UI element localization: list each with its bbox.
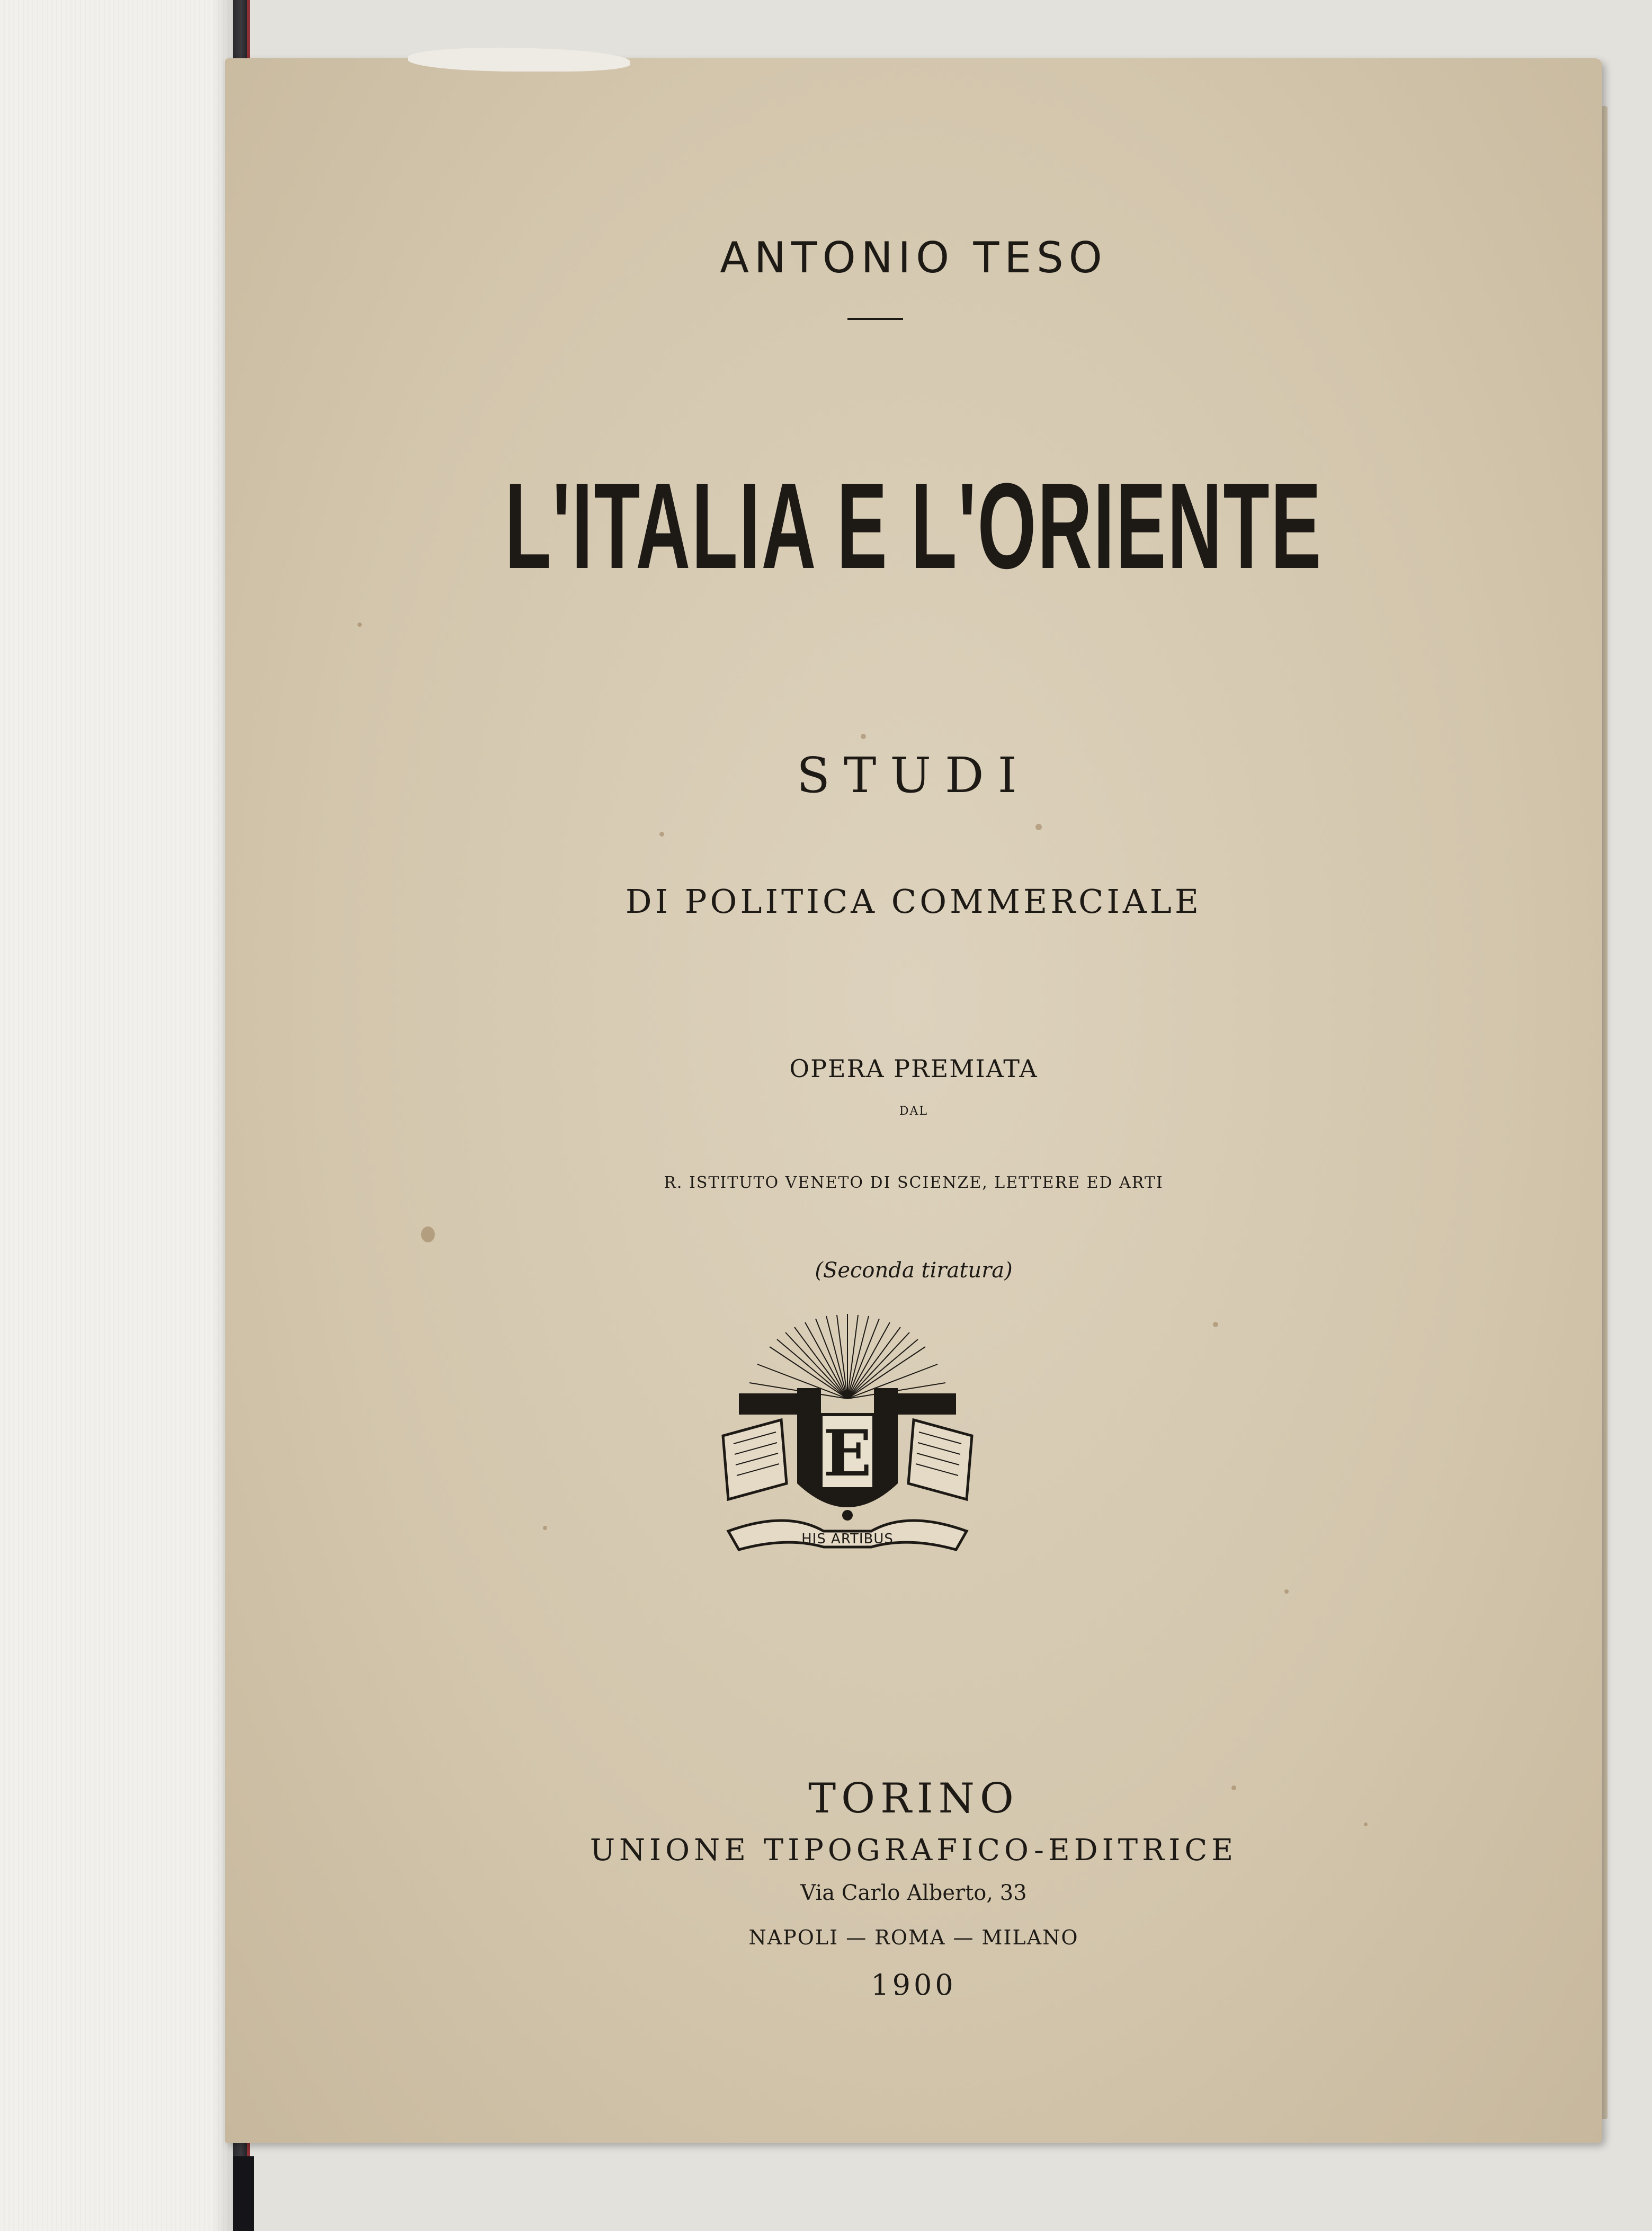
endpaper <box>0 0 233 2231</box>
tool-left <box>739 1393 797 1415</box>
publisher-name: UNIONE TIPOGRAFICO-EDITRICE <box>590 1833 1238 1868</box>
award-line: OPERA PREMIATA <box>789 1054 1038 1083</box>
author-name: ANTONIO TESO <box>720 233 1108 282</box>
institute-line: R. ISTITUTO VENETO DI SCIENZE, LETTERE ED ARTI <box>664 1174 1164 1192</box>
publication-year: 1900 <box>871 1968 957 2002</box>
foxing-spot <box>358 623 362 627</box>
book-title: L'ITALIA E L'ORIENTE <box>505 458 1323 594</box>
sunburst-rays <box>749 1314 945 1399</box>
branch-cities: NAPOLI — ROMA — MILANO <box>748 1926 1079 1949</box>
foxing-spot <box>1364 1823 1368 1826</box>
subtitle-detail: DI POLITICA COMMERCIALE <box>625 882 1202 921</box>
foxing-spot <box>1035 824 1042 830</box>
emblem-monogram: E <box>823 1416 872 1491</box>
emblem-graphic <box>707 1309 988 1563</box>
torn-paper-strip <box>408 48 630 72</box>
printer-device-emblem-icon <box>707 1309 988 1563</box>
author-rule <box>847 318 903 320</box>
foxing-spot <box>543 1526 547 1530</box>
foxing-spot <box>421 1226 435 1242</box>
foxing-spot <box>659 832 664 837</box>
printing-note: (Seconda tiratura) <box>815 1258 1013 1283</box>
tool-right <box>898 1393 956 1415</box>
foxing-spot <box>1284 1589 1289 1594</box>
title-page <box>225 58 1602 2143</box>
foxing-spot <box>1213 1322 1218 1327</box>
award-by: DAL <box>899 1105 928 1118</box>
binding-corner <box>233 2156 254 2231</box>
emblem-ornament <box>842 1510 853 1521</box>
foxing-spot <box>861 734 866 739</box>
emblem-motto: HIS ARTIBUS <box>801 1531 894 1547</box>
subtitle: STUDI <box>796 747 1031 804</box>
publisher-address: Via Carlo Alberto, 33 <box>800 1881 1027 1905</box>
imprint-city: TORINO <box>808 1775 1019 1823</box>
